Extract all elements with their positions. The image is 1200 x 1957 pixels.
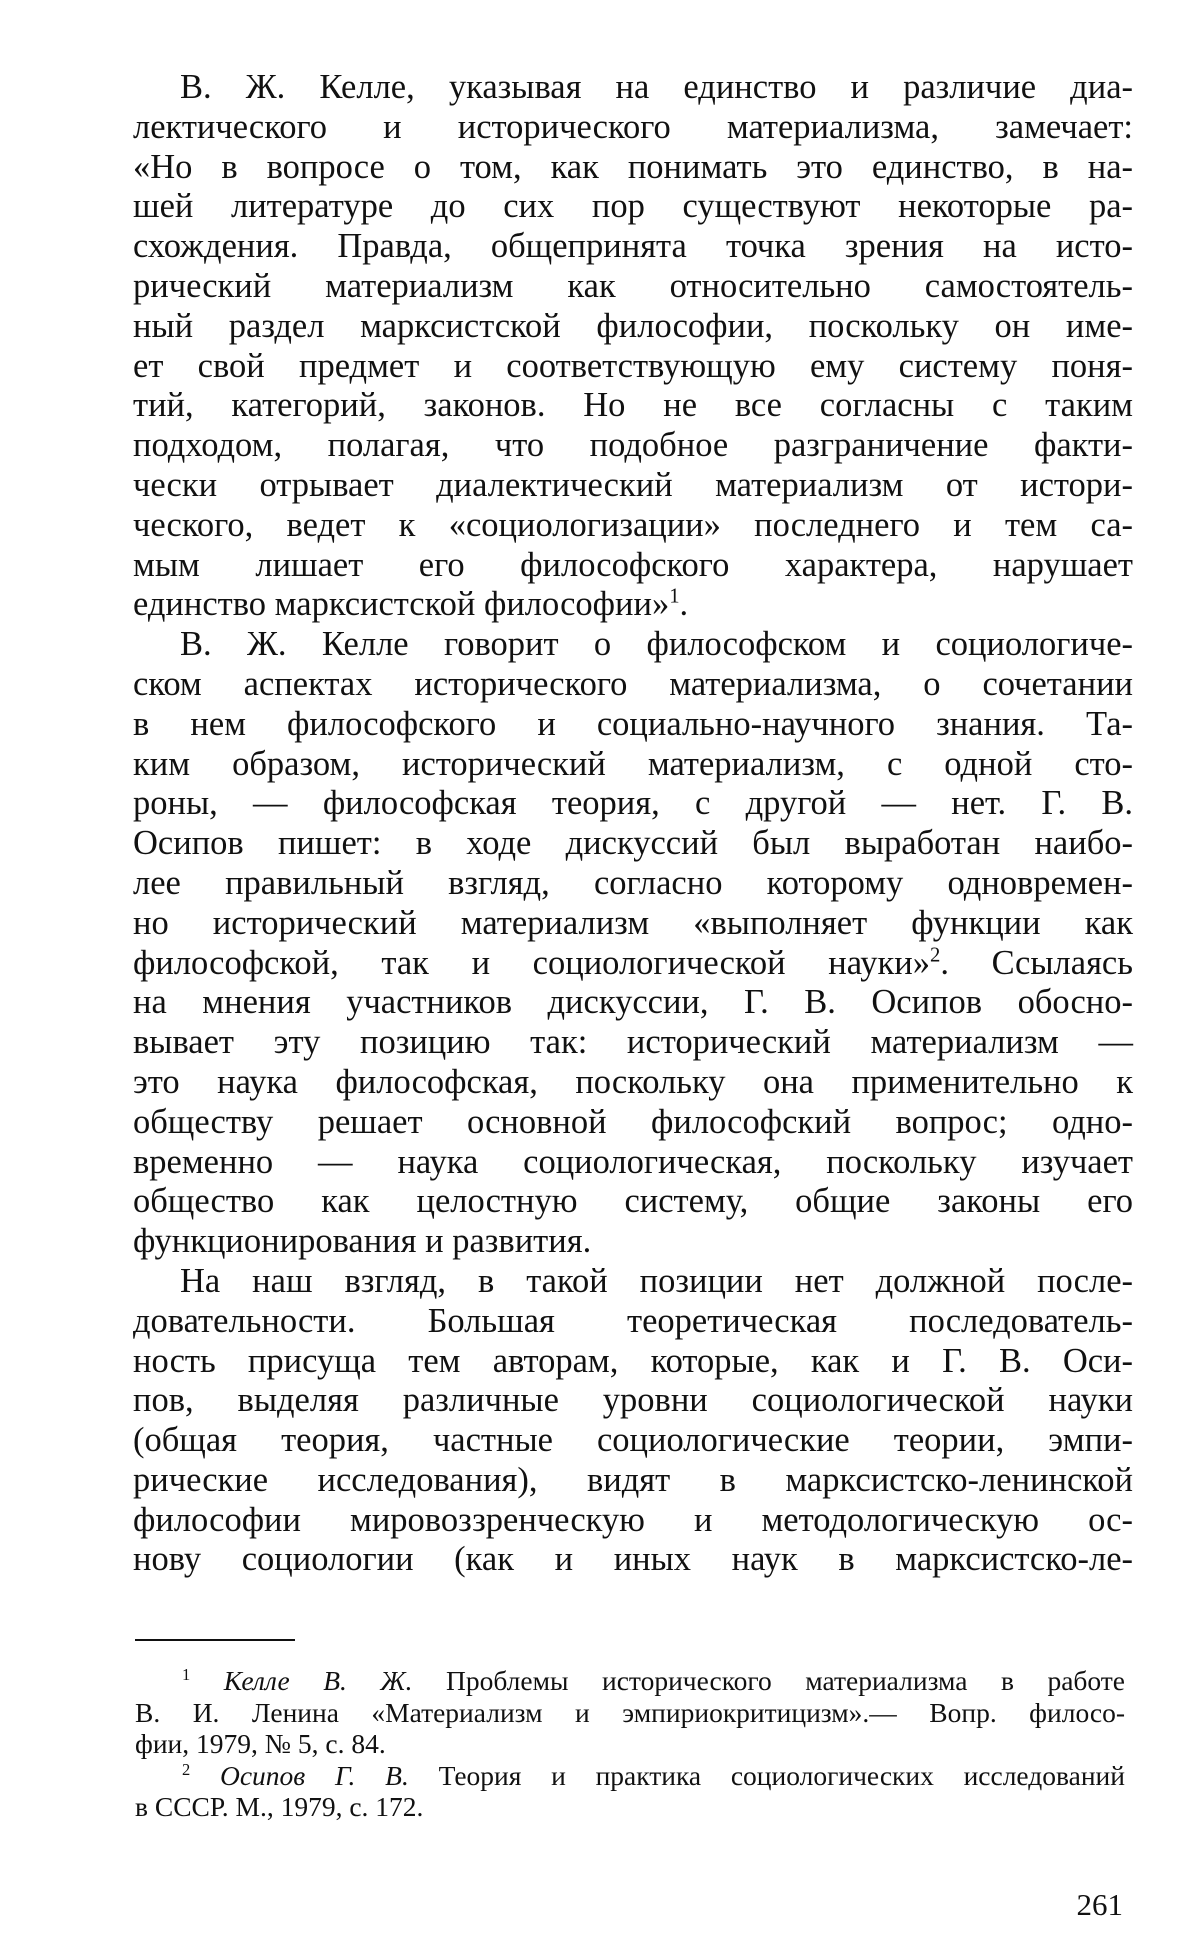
- text-line: «Но в вопросе о том, как понимать это единство, в на-: [133, 147, 1133, 186]
- footnote-author: Осипов Г. В.: [219, 1759, 409, 1791]
- text-line: ет свой предмет и соответствующую ему систему поня-: [133, 346, 1133, 385]
- text-line: рические исследования), видят в марксистско-ленинской: [133, 1460, 1133, 1499]
- paragraph-3: [133, 1262, 1133, 1580]
- footnotes: [135, 1665, 1125, 1823]
- text-line: на мнения участников дискуссии, Г. В. Осипов обосно-: [133, 983, 1133, 1022]
- text-line: шей литературе до сих пор существуют некоторые ра-: [133, 187, 1133, 226]
- footnote-line: фии, 1979, № 5, с. 84.: [135, 1728, 386, 1759]
- text-line: общество как целостную систему, общие законы его: [133, 1182, 1133, 1221]
- paragraph-1: [133, 68, 1133, 625]
- text-line: нову социологии (как и иных наук в марксистско-ле-: [133, 1540, 1133, 1579]
- footnote-divider: [135, 1639, 295, 1641]
- text-line: схождения. Правда, общепринята точка зрения на исто-: [133, 227, 1133, 266]
- text-line: В. Ж. Келле, указывая на единство и различие диа-: [180, 68, 1133, 106]
- text-line: [133, 944, 1133, 984]
- footnote-line: [135, 1665, 1125, 1697]
- text-line: подходом, полагая, что подобное разграничение факти-: [133, 426, 1133, 465]
- text-line: вывает эту позицию так: исторический материализм —: [133, 1023, 1133, 1062]
- text-line: мым лишает его философского характера, нарушает: [133, 545, 1133, 584]
- text-line: лее правильный взгляд, согласно которому одновремен-: [133, 863, 1133, 902]
- main-text: [133, 68, 1133, 1580]
- footnote-line: [135, 1760, 1125, 1792]
- text-line: роны, — философская теория, с другой — нет. Г. В.: [133, 784, 1133, 823]
- text-line: На наш взгляд, в такой позиции нет должной после-: [180, 1261, 1133, 1300]
- text-line: ный раздел марксистской философии, поскольку он име-: [133, 306, 1133, 345]
- footnote-2: [135, 1760, 1125, 1823]
- footnote-1: [135, 1665, 1125, 1760]
- footnote-line: В. И. Ленина «Материализм и эмпириокритицизм».— Вопр. филосо-: [135, 1696, 1125, 1728]
- footnote-author: Келле В. Ж.: [223, 1665, 413, 1696]
- text-fragment: единство марксистской философии»: [133, 585, 670, 624]
- text-line: Осипов пишет: в ходе дискуссий был выработан наибо-: [133, 824, 1133, 863]
- text-line: ческого, ведет к «социологизации» последнего и тем са-: [133, 505, 1133, 544]
- text-line: ность присуща тем авторам, которые, как и Г. В. Оси-: [133, 1341, 1133, 1380]
- page-number: 261: [1076, 1887, 1123, 1922]
- paragraph-2: [133, 625, 1133, 1262]
- footnote-line: в СССР. М., 1979, с. 172.: [135, 1791, 424, 1822]
- text-fragment: философской, так и социологической науки»: [133, 943, 930, 982]
- text-line: временно — наука социологическая, поскольку изучает: [133, 1142, 1133, 1181]
- text-line: лектического и исторического материализма, замечает:: [133, 107, 1133, 146]
- text-line: функционирования и развития.: [133, 1222, 592, 1261]
- text-line: чески отрывает диалектический материализм от истори-: [133, 465, 1133, 504]
- text-fragment: .: [679, 585, 689, 624]
- text-line: это наука философская, поскольку она применительно к: [133, 1062, 1133, 1101]
- footnote-text: Теория и практика социологических исследований: [438, 1759, 1125, 1791]
- footnote-marker: 1: [182, 1664, 191, 1684]
- text-line: но исторический материализм «выполняет функции как: [133, 903, 1133, 942]
- footnote-ref-2[interactable]: 2: [930, 944, 941, 967]
- text-line: (общая теория, частные социологические теории, эмпи-: [133, 1421, 1133, 1460]
- footnote-text: Проблемы исторического материализма в работе: [446, 1665, 1126, 1696]
- text-line: [133, 585, 1133, 625]
- text-line: ким образом, исторический материализм, с одной сто-: [133, 744, 1133, 783]
- text-line: тий, категорий, законов. Но не все согласны с таким: [133, 386, 1133, 425]
- text-line: в нем философского и социально-научного знания. Та-: [133, 704, 1133, 743]
- text-line: В. Ж. Келле говорит о философском и социологиче-: [180, 625, 1133, 664]
- text-line: обществу решает основной философский вопрос; одно-: [133, 1102, 1133, 1141]
- text-line: философии мировоззренческую и методологическую ос-: [133, 1500, 1133, 1539]
- footnote-marker: 2: [182, 1759, 191, 1779]
- text-line: рический материализм как относительно самостоятель-: [133, 266, 1133, 305]
- text-line: пов, выделяя различные уровни социологической науки: [133, 1381, 1133, 1420]
- text-fragment: . Ссылаясь: [940, 943, 1133, 982]
- text-line: ском аспектах исторического материализма, о сочетании: [133, 664, 1133, 703]
- text-line: довательности. Большая теоретическая последователь-: [133, 1301, 1133, 1340]
- footnote-ref-1[interactable]: 1: [669, 585, 680, 608]
